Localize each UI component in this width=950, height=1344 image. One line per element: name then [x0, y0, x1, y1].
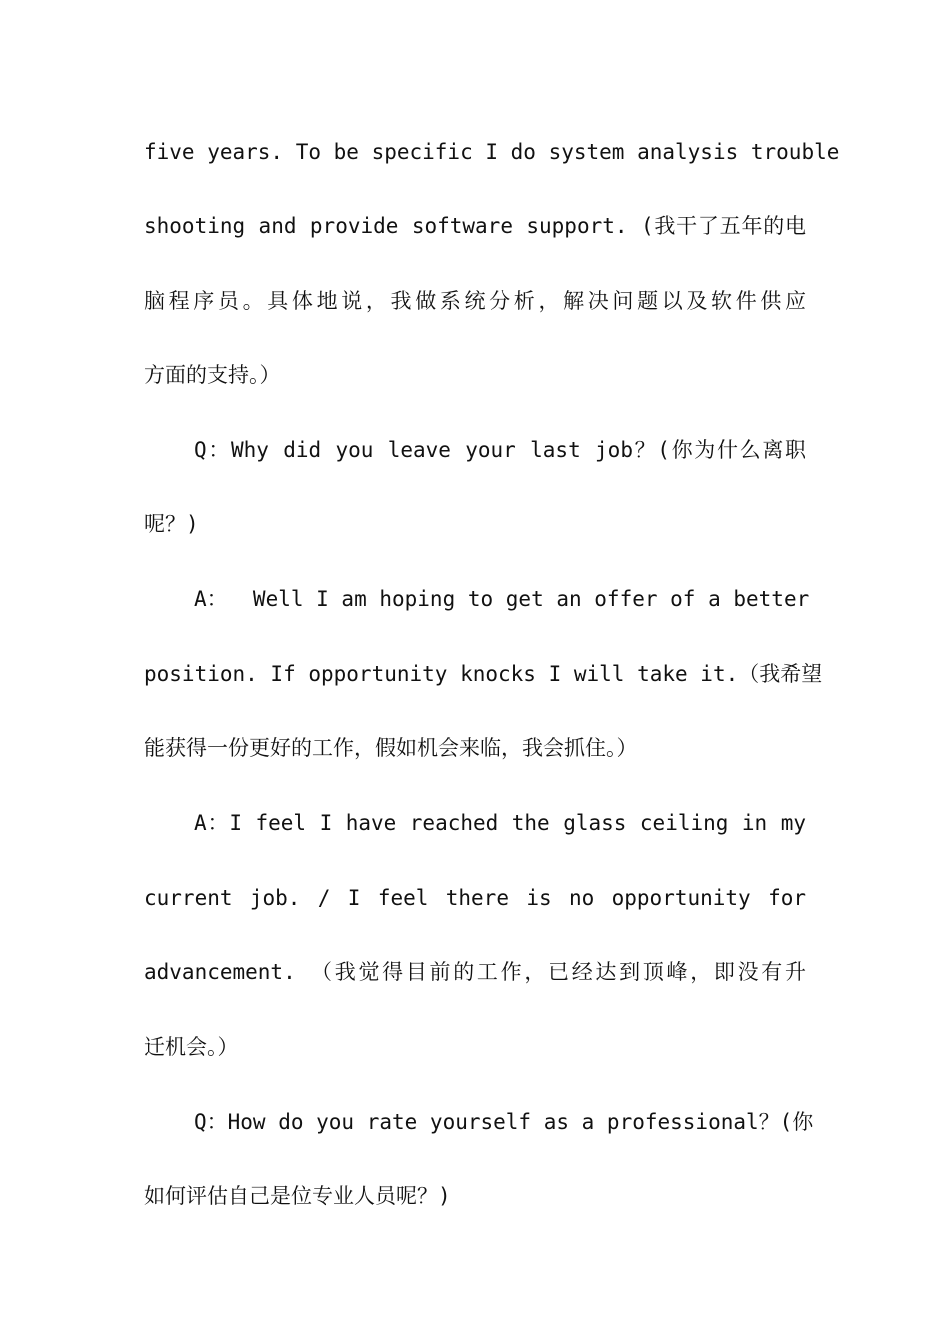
text-line: five years. To be specific I do system analysis trouble	[144, 140, 840, 164]
question-line: Q：How do you rate yourself as a professional？(你	[194, 1110, 814, 1134]
text-line: 能获得一份更好的工作，假如机会来临，我会抓住。）	[144, 736, 638, 760]
text-line: 迁机会。）	[144, 1035, 239, 1059]
answer-line: A：I feel I have reached the glass ceiling in my	[194, 811, 806, 835]
text-line: 方面的支持。）	[144, 363, 281, 387]
text-line: position. If opportunity knocks I will take it.（我希望	[144, 662, 823, 686]
question-line: Q：Why did you leave your last job？(你为什么离职	[194, 438, 806, 462]
text-line: advancement. （我觉得目前的工作，已经达到顶峰，即没有升	[144, 960, 806, 984]
text-line: current job. / I feel there is no opportunity for	[144, 886, 806, 910]
text-line: 如何评估自己是位专业人员呢？)	[144, 1184, 451, 1208]
answer-line: A： Well I am hoping to get an offer of a better	[194, 587, 810, 611]
text-line: shooting and provide software support. (我干了五年的电	[144, 214, 806, 238]
text-line: 脑程序员。具体地说，我做系统分析，解决问题以及软件供应	[144, 289, 806, 313]
text-line: 呢？)	[144, 512, 199, 536]
